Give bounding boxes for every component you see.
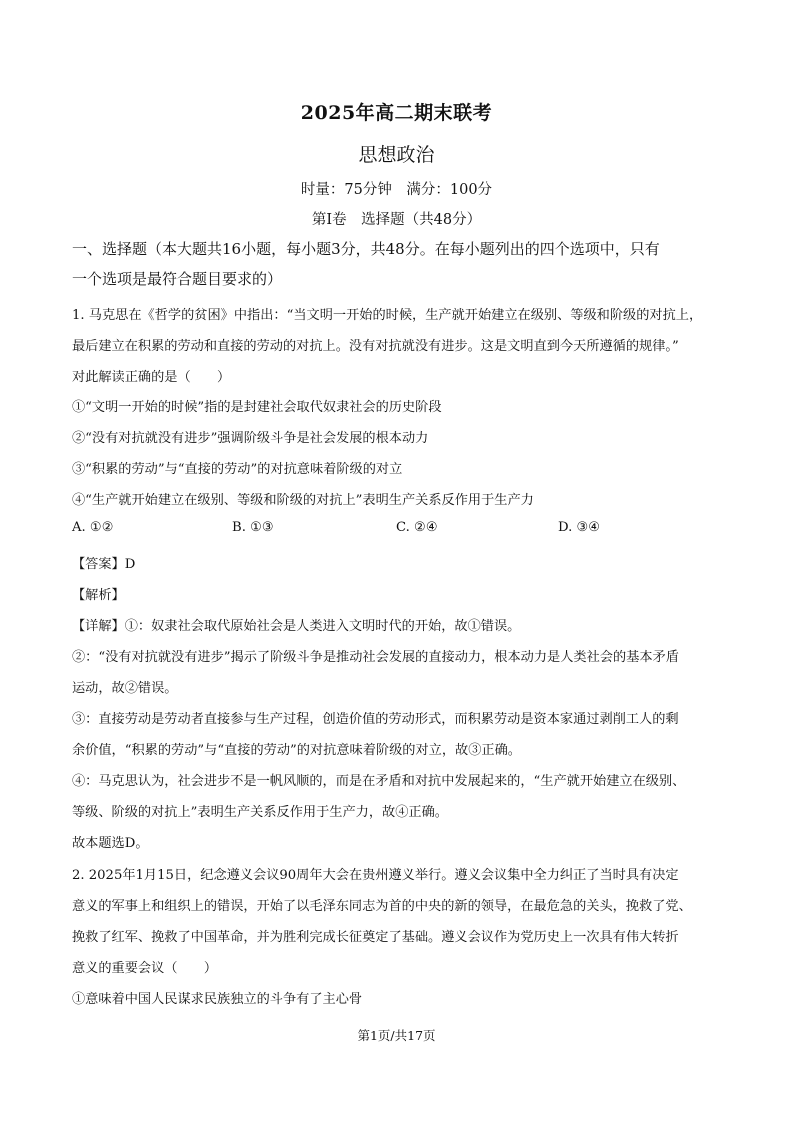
q2-stem-line-1: 2. 2025年1月15日，纪念遵义会议90周年大会在贵州遵义举行。遵义会议集中全力纠正了当时具有决定 bbox=[72, 868, 679, 883]
volume-heading: 第Ⅰ卷 选择题（共48分） bbox=[311, 212, 482, 228]
q1-analysis-heading: 【解析】 bbox=[72, 588, 125, 603]
exam-title: 2025年高二期末联考 bbox=[300, 102, 493, 124]
q1-detail-line-1: 【详解】①：奴隶社会取代原始社会是人类进入文明时代的开始，故①错误。 bbox=[72, 619, 521, 634]
q1-conclusion: 故本题选D。 bbox=[72, 836, 149, 851]
q1-answer: 【答案】D bbox=[72, 557, 136, 572]
section-instruction-line-1: 一、选择题（本大题共16小题，每小题3分，共48分。在每小题列出的四个选项中，只有 bbox=[72, 240, 660, 258]
q1-option-d: D. ③④ bbox=[558, 520, 601, 535]
q1-option-a: A. ①② bbox=[72, 520, 114, 535]
section-instruction-line-2: 一个选项是最符合题目要求的） bbox=[72, 270, 283, 288]
q1-stem-line-3: 对此解读正确的是（ ） bbox=[72, 370, 231, 385]
q2-stem-line-2: 意义的军事上和组织上的错误，开始了以毛泽东同志为首的中央的新的领导，在最危急的关头，挽救了党、 bbox=[72, 899, 692, 914]
q1-detail-line-6: ④：马克思认为，社会进步不是一帆风顺的，而是在矛盾和对抗中发展起来的，“生产就开始建立在级别、 bbox=[72, 774, 686, 789]
q1-statement-1: ①“文明一开始的时候”指的是封建社会取代奴隶社会的历史阶段 bbox=[72, 400, 442, 415]
q1-detail-line-2: ②：“没有对抗就没有进步”揭示了阶级斗争是推动社会发展的直接动力，根本动力是人类社会的基本矛盾 bbox=[72, 650, 679, 665]
page-number: 第1页/共17页 bbox=[357, 1028, 436, 1043]
q1-statement-3: ③“积累的劳动”与“直接的劳动”的对抗意味着阶级的对立 bbox=[72, 462, 403, 477]
q2-stem-line-4: 意义的重要会议（ ） bbox=[72, 961, 218, 976]
q1-detail-line-3: 运动，故②错误。 bbox=[72, 681, 178, 696]
q1-stem-line-1: 1. 马克思在《哲学的贫困》中指出：“当文明一开始的时候，生产就开始建立在级别、等级和阶级的对抗上， bbox=[72, 308, 703, 323]
q1-detail-line-7: 等级、阶级的对抗上”表明生产关系反作用于生产力，故④正确。 bbox=[72, 805, 448, 820]
q1-statement-4: ④“生产就开始建立在级别、等级和阶级的对抗上”表明生产关系反作用于生产力 bbox=[72, 493, 534, 508]
q1-option-b: B. ①③ bbox=[232, 520, 274, 535]
q1-option-c: C. ②④ bbox=[396, 520, 438, 535]
q1-stem-line-2: 最后建立在积累的劳动和直接的劳动的对抗上。没有对抗就没有进步。这是文明直到今天所遵循的规律。” bbox=[72, 339, 679, 354]
subject-title: 思想政治 bbox=[358, 144, 435, 166]
q1-detail-line-4: ③：直接劳动是劳动者直接参与生产过程，创造价值的劳动形式，而积累劳动是资本家通过剥削工人的剩 bbox=[72, 712, 679, 727]
q2-statement-1: ①意味着中国人民谋求民族独立的斗争有了主心骨 bbox=[72, 992, 363, 1007]
q1-detail-line-5: 余价值，“积累的劳动”与“直接的劳动”的对抗意味着阶级的对立，故③正确。 bbox=[72, 743, 521, 758]
exam-meta: 时量：75分钟 满分：100分 bbox=[300, 182, 493, 198]
q1-statement-2: ②“没有对抗就没有进步”强调阶级斗争是社会发展的根本动力 bbox=[72, 431, 429, 446]
q2-stem-line-3: 挽救了红军、挽救了中国革命，并为胜利完成长征奠定了基础。遵义会议作为党历史上一次具有伟大转折 bbox=[72, 930, 679, 945]
